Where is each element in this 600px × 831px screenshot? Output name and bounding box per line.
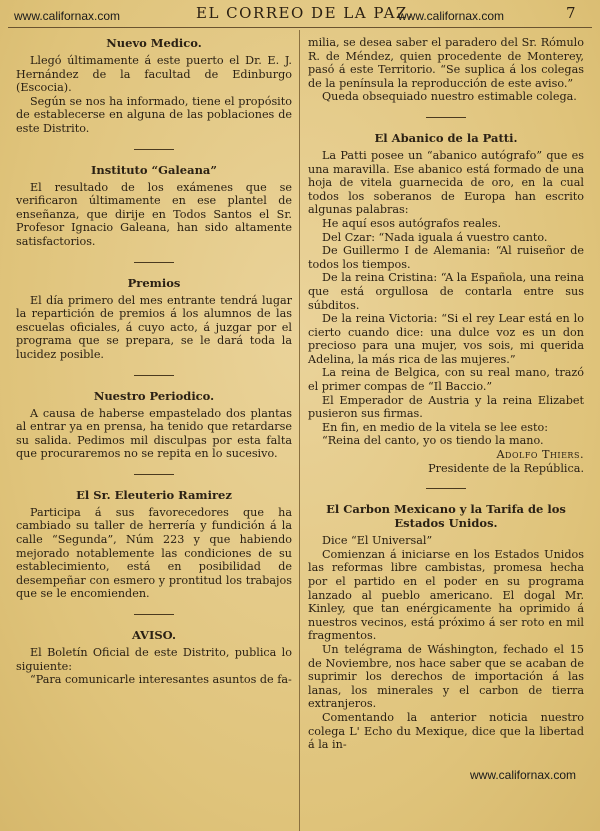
premios-p1: El día primero del mes entrante tendrá lugar la repartición de premios á los alumnos de las escuelas oficiales, á cuyo acto, á juzgar por el programa que se prepara, se le dará toda la lucidez posible. xyxy=(16,293,292,361)
watermark-left: www.californax.com xyxy=(14,9,121,23)
instituto-p1: El resultado de los exámenes que se verificaron últimamente en ese plantel de enseñanza, que dirije en Todos Santos el Sr. Profesor Ignacio Galeana, han sido altamente satisfactorios. xyxy=(16,180,292,248)
separator xyxy=(426,488,466,489)
abanico-p2: He aquí esos autógrafos reales. xyxy=(322,216,502,230)
separator xyxy=(426,117,466,118)
carbon-p1: Dice “El Universal” xyxy=(322,534,433,548)
abanico-p1: La Patti posee un “abanico autógrafo” que es una maravilla. Ese abanico está formado de una hoja de vitela guarnecida de oro, en la cual todos los soberanos de Europa han escrito algunas palabras: xyxy=(308,148,584,217)
nuevo-medico-p1: Llegó últimamente á este puerto el Dr. E. J. Hernández de la facultad de Edinburgo (Escocia). xyxy=(16,54,292,95)
abanico-p3: Del Czar: “Nada iguala á vuestro canto. xyxy=(322,230,548,244)
abanico-p8: El Emperador de Austria y la reina Elizabet pusieron sus firmas. xyxy=(308,393,584,421)
left-column xyxy=(16,36,292,687)
abanico-title: El Abanico de la Patti. xyxy=(374,130,518,145)
ramirez-title: El Sr. Eleuterio Ramirez xyxy=(76,487,232,502)
abanico-p4: De Guillermo I de Alemania: “Al ruiseñor de todos los tiempos. xyxy=(308,244,584,271)
abanico-p9: En fin, en medio de la vitela se lee esto: xyxy=(322,420,548,434)
aviso-p2: “Para comunicarle interesantes asuntos de fa- xyxy=(30,673,292,687)
carbon-p3: Un telégrama de Wáshington, fechado el 15 de Noviembre, nos hace saber que se acaban de suprimir los derechos de importación á las lanas, los minerales y el carbon de tierra extranjeros. xyxy=(308,642,584,711)
aviso-cont-p2: Queda obsequiado nuestro estimable colega. xyxy=(322,90,577,104)
separator xyxy=(134,149,174,150)
nuestro-periodico-title: Nuestro Periodico. xyxy=(93,388,215,403)
masthead: EL CORREO DE LA PAZ. xyxy=(196,4,414,22)
carbon-title: El Carbon Mexicano y la Tarifa de los Estados Unidos. xyxy=(326,502,566,531)
carbon-p2: Comienzan á iniciarse en los Estados Unidos las reformas libre cambistas, promesa hecha por el partido en el poder en su programa lanzado al pueblo americano. El dogal Mr. Kinley, que tan enérgicamente ha oprimido á nuestros vecinos, está próximo á ser roto en mil fragmentos. xyxy=(308,547,584,643)
instituto-title: Instituto “Galeana” xyxy=(90,162,217,177)
signature-name xyxy=(308,448,584,462)
watermark-bottom: www.californax.com xyxy=(470,768,577,782)
right-column xyxy=(308,36,584,752)
separator xyxy=(134,262,174,263)
aviso-cont-p1: milia, se desea saber el paradero del Sr. Rómulo R. de Méndez, quien procedente de Monterey, pasó á este Territorio. “Se suplica á los colegas de la península la reproducción de este aviso.” xyxy=(308,36,584,90)
separator xyxy=(134,474,174,475)
page-header xyxy=(0,0,600,28)
premios-title: Premios xyxy=(127,275,181,290)
abanico-p10: “Reina del canto, yo os tiendo la mano. xyxy=(322,434,544,448)
watermark-right: www.californax.com xyxy=(398,9,505,23)
nuevo-medico-p2: Según se nos ha informado, tiene el propósito de establecerse en alguna de las poblaciones de este Distrito. xyxy=(16,94,292,135)
abanico-p6: De la reina Victoria: “Si el rey Lear está en lo cierto cuando dice: una dulce voz es un don precioso para una mujer, vos sois, mi querida Adelina, la más rica de las mujeres.” xyxy=(308,312,584,366)
abanico-p7: La reina de Belgica, con su real mano, trazó el primer compas de “Il Baccio.” xyxy=(308,366,584,394)
aviso-title: AVISO. xyxy=(131,628,177,643)
page-number: 7 xyxy=(566,4,576,22)
column-rule xyxy=(299,30,300,831)
nuestro-periodico-p1: A causa de haberse empastelado dos plantas al entrar ya en prensa, ha tenido que retardarse su salida. Pedimos mil disculpas por esta falta que procuraremos no se repita en lo sucesivo. xyxy=(16,406,292,461)
separator xyxy=(134,375,174,376)
abanico-p5: De la reina Cristina: “A la Española, una reina que está orgullosa de contarla entre sus súbditos. xyxy=(308,271,584,312)
nuevo-medico-title: Nuevo Medico. xyxy=(106,36,202,50)
aviso-p1: El Boletín Oficial de este Distrito, publica lo siguiente: xyxy=(16,646,292,673)
ramirez-p1: Participa á sus favorecedores que ha cambiado su taller de herrería y fundición á la calle “Segunda”, Núm 223 y que habiendo mejorado notablemente las condiciones de su establecimiento, está en posibilidad de desempeñar con esmero y prontitud los trabajos que se le encomienden. xyxy=(16,505,292,601)
signature-title: Presidente de la República. xyxy=(428,461,584,475)
header-rule xyxy=(8,27,592,28)
separator xyxy=(134,614,174,615)
signature-name-text: Adolfo Thiers. xyxy=(496,448,584,462)
carbon-p4: Comentando la anterior noticia nuestro colega L' Echo du Mexique, dice que la libertad á la in- xyxy=(308,710,584,752)
